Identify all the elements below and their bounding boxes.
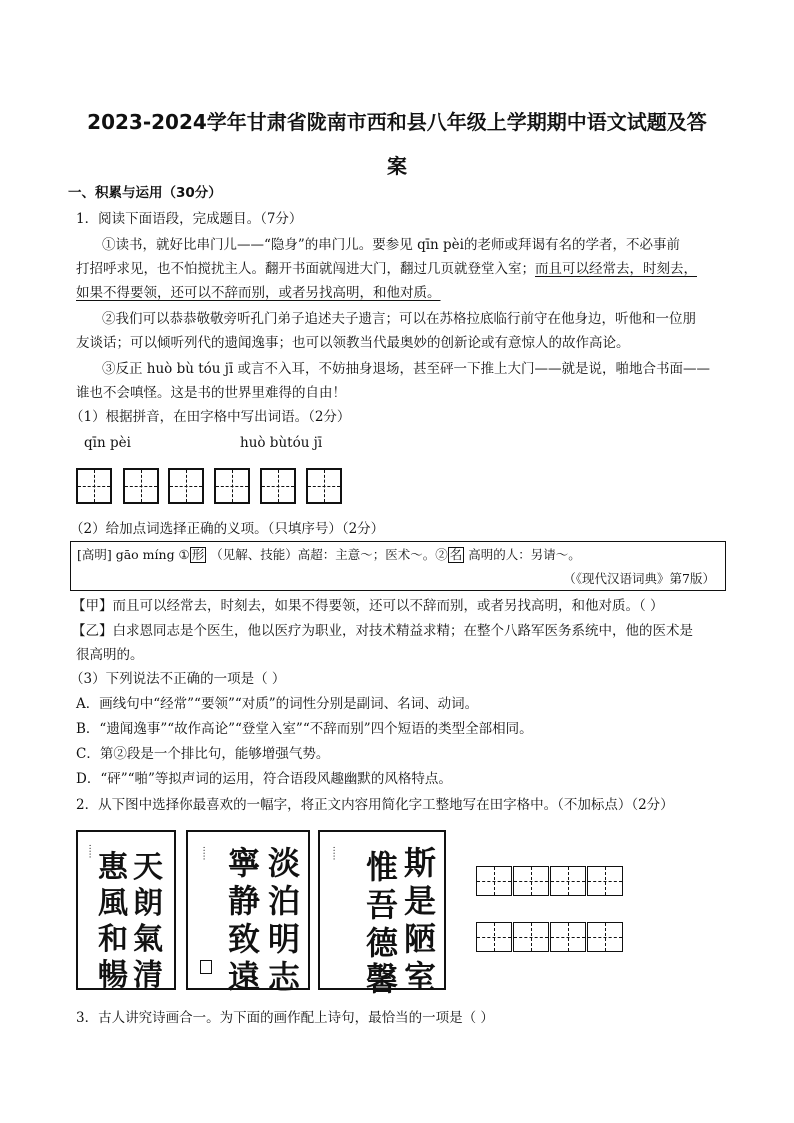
answer-grid-cell[interactable] bbox=[587, 922, 623, 952]
answer-grid-cell[interactable] bbox=[550, 866, 586, 896]
passage-para-2-line-1: ②我们可以恭恭敬敬旁听孔门弟子追述夫子遗言；可以在苏格拉底临行前守在他身边，听他和一位朋 bbox=[102, 311, 696, 327]
calligraphy-char: 陋 bbox=[404, 920, 437, 958]
writing-grid-cell[interactable] bbox=[76, 468, 112, 504]
calligraphy-char: 志 bbox=[268, 958, 301, 996]
calligraphy-char: 天 bbox=[133, 850, 163, 885]
calligraphy-char: 室 bbox=[404, 958, 437, 996]
sentence-yi-line-2: 很高明的。 bbox=[76, 647, 144, 663]
answer-grid-cell[interactable] bbox=[513, 866, 549, 896]
answer-grid-cell[interactable] bbox=[550, 922, 586, 952]
calligraphy-char: 吾 bbox=[366, 886, 399, 924]
question-1: 1．阅读下面语段，完成题目。（7分） bbox=[76, 211, 303, 227]
underlined-sentence: 而且可以经常去，时刻去， bbox=[535, 261, 697, 277]
sentence-jia: 【甲】而且可以经常去，时刻去，如果不得要领，还可以不辞而别，或者另找高明，和他对质。（ ） bbox=[72, 598, 664, 614]
calligraphy-char: 氣 bbox=[133, 922, 163, 957]
writing-grid-cell[interactable] bbox=[260, 468, 296, 504]
calligraphy-panel-3 bbox=[318, 830, 446, 998]
calligraphy-inscription: ····· bbox=[198, 846, 208, 861]
title-line-2: 案 bbox=[387, 154, 407, 178]
writing-grid-cell[interactable] bbox=[123, 468, 159, 504]
passage-para-1-line-1: ①读书，就好比串门儿——“隐身”的串门儿。要参见 qīn pèi的老师或拜谒有名的学者，不必事前 bbox=[102, 237, 680, 253]
calligraphy-char: 惟 bbox=[366, 848, 399, 886]
answer-grid-cell[interactable] bbox=[587, 866, 623, 896]
option-b: B．“遗闻逸事”“故作高论”“登堂入室”“不辞而别”四个短语的类型全部相同。 bbox=[76, 721, 533, 737]
calligraphy-char: 惠 bbox=[98, 850, 128, 885]
dictionary-entry-box bbox=[70, 541, 726, 591]
calligraphy-panel-2 bbox=[186, 830, 310, 996]
question-1-1: （1）根据拼音，在田字格中写出词语。（2分） bbox=[70, 409, 351, 425]
pinyin-1: qīn pèi bbox=[84, 435, 131, 451]
writing-grid-cell[interactable] bbox=[306, 468, 342, 504]
dict-sense-2: 高明的人：另请～。 bbox=[468, 547, 581, 562]
page-title bbox=[60, 100, 734, 188]
section-heading: 一、积累与运用（30分） bbox=[68, 185, 222, 201]
passage-text: 打招呼求见，也不怕搅扰主人。翻开书面就闯进大门，翻过几页就登堂入室； bbox=[76, 261, 535, 277]
dict-sense-1: （见解、技能）高超：主意～；医术～。② bbox=[210, 547, 448, 562]
option-a: A．画线句中“经常”“要领”“对质”的词性分别是副词、名词、动词。 bbox=[76, 696, 479, 712]
calligraphy-char: 朗 bbox=[133, 886, 163, 921]
option-c: C．第②段是一个排比句，能够增强气势。 bbox=[76, 746, 330, 762]
calligraphy-inscription: ····· bbox=[328, 846, 338, 861]
question-3: 3．古人讲究诗画合一。为下面的画作配上诗句，最恰当的一项是（ ） bbox=[76, 1010, 494, 1026]
calligraphy-char: 馨 bbox=[366, 960, 399, 998]
calligraphy-char: 暢 bbox=[98, 958, 128, 993]
calligraphy-char: 斯 bbox=[404, 844, 437, 882]
calligraphy-char: 風 bbox=[98, 886, 128, 921]
dictionary-source: （《现代汉语词典》第7版） bbox=[563, 571, 715, 586]
calligraphy-char: 和 bbox=[98, 922, 128, 957]
calligraphy-panel-1 bbox=[76, 830, 176, 993]
dictionary-definition bbox=[77, 546, 581, 564]
calligraphy-char: 明 bbox=[268, 920, 301, 958]
pos-tag-noun: 名 bbox=[449, 547, 463, 562]
passage-para-1-line-3: 如果不得要领，还可以不辞而别，或者另找高明，和他对质。 bbox=[76, 285, 441, 301]
passage-para-2-line-2: 友谈话；可以倾听列代的遗闻逸事；也可以领教当代最奥妙的创新论或有意惊人的故作高论。 bbox=[76, 335, 630, 351]
passage-para-3-line-1: ③反正 huò bù tóu jī 或言不入耳，不妨抽身退场，甚至砰一下推上大门——就是说，啪地合书面—— bbox=[102, 361, 711, 377]
dict-headword: [高明] gāo míng ① bbox=[77, 547, 190, 562]
calligraphy-char: 寧 bbox=[228, 844, 261, 882]
calligraphy-char: 泊 bbox=[268, 882, 301, 920]
seal-stamp bbox=[200, 960, 212, 974]
title-line-1: 2023-2024学年甘肃省陇南市西和县八年级上学期期中语文试题及答 bbox=[87, 110, 707, 134]
calligraphy-inscription: ····· bbox=[84, 844, 94, 859]
writing-grid-cell[interactable] bbox=[168, 468, 204, 504]
writing-grid-cell[interactable] bbox=[214, 468, 250, 504]
calligraphy-char: 致 bbox=[228, 920, 261, 958]
calligraphy-char: 德 bbox=[366, 924, 399, 962]
answer-grid-cell[interactable] bbox=[513, 922, 549, 952]
calligraphy-char: 遠 bbox=[228, 958, 261, 996]
calligraphy-char: 静 bbox=[228, 882, 261, 920]
calligraphy-char: 是 bbox=[404, 882, 437, 920]
sentence-yi-line-1: 【乙】白求恩同志是个医生，他以医疗为职业，对技术精益求精；在整个八路军医务系统中，他的医术是 bbox=[72, 623, 693, 639]
pos-tag-adjective: 形 bbox=[191, 547, 205, 562]
calligraphy-char: 清 bbox=[133, 958, 163, 993]
answer-grid-cell[interactable] bbox=[476, 922, 512, 952]
passage-para-1-line-2 bbox=[76, 259, 697, 279]
question-1-2: （2）给加点词选择正确的义项。（只填序号）（2分） bbox=[70, 521, 385, 537]
pinyin-2: huò bùtóu jī bbox=[240, 435, 323, 451]
calligraphy-char: 淡 bbox=[268, 844, 301, 882]
option-d: D．“砰”“啪”等拟声词的运用，符合语段风趣幽默的风格特点。 bbox=[76, 771, 452, 787]
passage-para-3-line-2: 谁也不会嗔怪。这是书的世界里难得的自由！ bbox=[76, 385, 346, 401]
answer-grid-cell[interactable] bbox=[476, 866, 512, 896]
question-2: 2．从下图中选择你最喜欢的一幅字，将正文内容用简化字工整地写在田字格中。（不加标点）（2分） bbox=[76, 797, 674, 813]
question-1-3: （3）下列说法不正确的一项是（ ） bbox=[70, 671, 286, 687]
